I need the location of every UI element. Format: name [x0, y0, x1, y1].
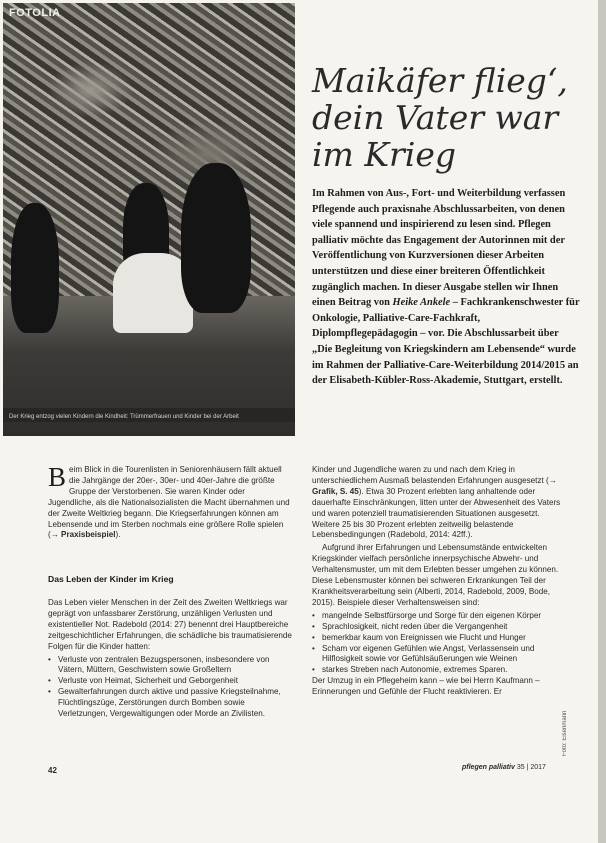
left-column-top — [48, 462, 292, 543]
drop-cap: B — [48, 462, 67, 492]
author-name: Heike Ankele — [392, 297, 451, 309]
list-item: • bemerkbar kaum von Ereignissen wie Flucht und Hunger — [312, 633, 568, 644]
right-para-1 — [312, 465, 568, 541]
article-photo — [3, 3, 295, 436]
title-line-1: Maikäfer flieg‘, — [312, 61, 568, 100]
title-line-2: dein Vater war — [312, 98, 559, 137]
list-item: • mangelnde Selbstfürsorge und Sorge für den eigenen Körper — [312, 611, 568, 622]
right-para-1-end: ). Etwa 30 Prozent erlebten lang anhaltende oder dauerhafte Einschränkungen, litten unter der Abwesenheit des Vaters und waren potenziell traumatisierenden Situationen ausgesetzt. Weitere 25 bis 30 Prozent erlebten zeitweilig belastende Lebensbedingungen (Radebold, 2014: 42ff.). — [312, 486, 561, 540]
photo-logo: FOTOLIA — [9, 7, 61, 19]
list-item: • starkes Streben nach Autonomie, extremes Sparen. — [312, 665, 568, 676]
left-column-bottom — [48, 598, 292, 720]
graphic-reference-link[interactable]: → Grafik, S. 45 — [312, 475, 557, 496]
journal-footer — [462, 764, 546, 771]
title-line-3: im Krieg — [312, 135, 456, 174]
right-column — [312, 465, 568, 700]
journal-issue: 35 | 2017 — [516, 764, 546, 771]
list-item: • Gewalterfahrungen durch aktive und passive Kriegsteilnahme, Flüchtlingszüge, Zerstörungen durch Bomben sowie Verletzungen, Vergewaltigungen oder Morde an Zivilisten. — [48, 687, 292, 720]
right-para-3: Der Umzug in ein Pflegeheim kann – wie bei Herrn Kaufmann – Erinnerungen und Gefühle der Flucht reaktivieren. Er — [312, 676, 540, 697]
page-number: 42 — [48, 766, 57, 775]
left-para-1-end: ). — [115, 530, 121, 540]
page-edge — [598, 0, 606, 843]
list-item: • Verluste von Heimat, Sicherheit und Geborgenheit — [48, 676, 292, 687]
right-para-2: Aufgrund ihrer Erfahrungen und Lebensumstände entwickelten Kriegskinder vielfach persönliche innerpsychische Abwehr- und Verhaltensmuster, um mit dem Erlebten besser umgehen zu können. Diese Lebensmuster können bei schweren Erkrankungen Teil der Krankheitsverarbeitung sein (Alberti, 2014, Radebold, 2009, Bode, 2015). Beispiele dieser Verhaltensweisen sind: — [312, 543, 559, 607]
article-intro — [312, 186, 580, 389]
photo-caption: Der Krieg entzog vielen Kindern die Kindheit: Trümmerfrauen und Kinder bei der Arbeit — [9, 414, 239, 420]
child-figure-right — [181, 163, 251, 313]
article-title — [312, 62, 592, 173]
practice-example-link[interactable]: → Praxisbeispiel — [50, 530, 116, 540]
list-item: • Verluste von zentralen Bezugspersonen, insbesondere von Vätern, Müttern, Geschwistern sowie Großeltern — [48, 655, 292, 677]
left-para-1 — [48, 462, 292, 541]
child-figure-left — [11, 203, 59, 333]
intro-text-start: Im Rahmen von Aus-, Fort- und Weiterbildung verfassen Pflegende auch praxisnahe Abschlussarbeiten, von denen viele spannend und inspirierend zu lesen sind. Pflegen palliativ möchte das Engagement der Autorinnen mit der Veröffentlichung von Kurzversionen dieser Arbeiten unterstützen und diese einer breiteren Öffentlichkeit zugänglich machen. In dieser Ausgabe stellen wir Ihnen einen Beitrag von — [312, 188, 566, 309]
right-para-1-text: Kinder und Jugendliche waren zu und nach dem Krieg in unterschiedlichem Ausmaß belastenden Erfahrungen ausgesetzt ( — [312, 465, 549, 485]
journal-name: pflegen palliativ — [462, 764, 515, 771]
list-item: • Sprachlosigkeit, nicht reden über die Vergangenheit — [312, 622, 568, 633]
photo-credit: Foto: Eisenmann — [562, 710, 568, 756]
left-para-2: Das Leben vieler Menschen in der Zeit des Zweiten Weltkriegs war geprägt von unfassbarer Zerstörung, unzähligen Verlusten und existentieller Not. Radebold (2014: 27) benennt drei Hauptbereiche zeitgeschichtlicher Erfahrungen, die schädliche bis traumatisierende Folgen für die Kinder hatten: — [48, 598, 292, 651]
section-heading: Das Leben der Kinder im Krieg — [48, 574, 174, 584]
left-para-1-text: eim Blick in die Tourenlisten in Seniorenhäusern fällt aktuell die Jahrgänge der 20er-, 30er- und 40er-Jahre die größte Gruppe der Verstorbenen. Sie waren Kinder oder Jugendliche, als die Nationalsozialisten die Macht übernahmen und der Zweite Weltkrieg begann. Die Kriegserfahrungen können am Lebensende und im Sterben nochmals eine größere Rolle spielen ( — [48, 465, 290, 540]
list-item: • Scham vor eigenen Gefühlen wie Angst, Verlassensein und Hilflosigkeit sowie vor Gefühlsäußerungen wie Weinen — [312, 644, 568, 666]
intro-text-end: – Fachkrankenschwester für Onkologie, Palliative-Care-Fachkraft, Diplompflegepädagogin – vor. Die Abschlussarbeit über „Die Begleitung von Kriegskindern am Lebensende“ wurde im Rahmen der Palliative-Care-Weiterbildung 2014/2015 an der Elisabeth-Kübler-Ross-Akademie, Stuttgart, erstellt. — [312, 297, 580, 387]
left-bullet-list — [48, 655, 292, 720]
right-bullet-list — [312, 611, 568, 676]
